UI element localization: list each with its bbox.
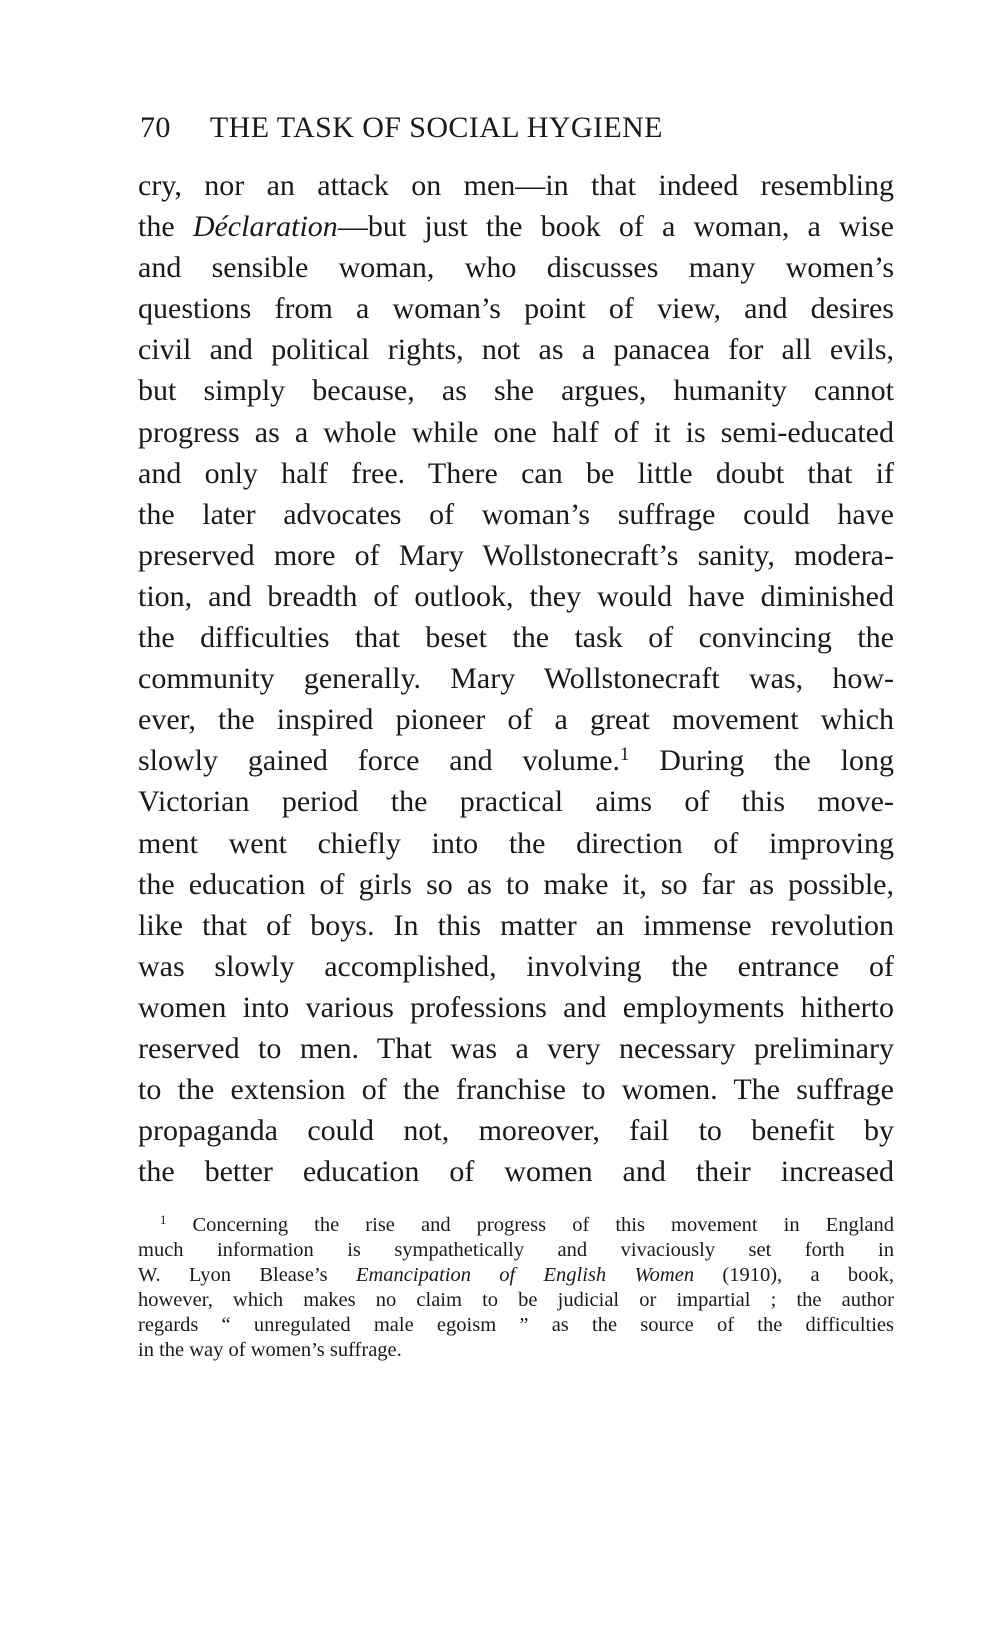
body-line: women into various professions and employments hitherto	[138, 990, 894, 1024]
footnote-line: in the way of women’s suffrage.	[138, 1339, 402, 1361]
body-line: to the extension of the franchise to women. The suffrage	[138, 1073, 894, 1107]
footnote-line: W. Lyon Blease’s Emancipation of English Women (1910), a book,	[138, 1264, 894, 1286]
body-line: reserved to men. That was a very necessary preliminary	[138, 1031, 894, 1065]
body-line: ment went chiefly into the direction of improving	[138, 826, 894, 860]
body-line: but simply because, as she argues, humanity cannot	[138, 374, 894, 408]
body-line: and sensible woman, who discusses many women’s	[138, 251, 894, 285]
footnote-reference[interactable]: 1	[620, 744, 630, 766]
body-line: civil and political rights, not as a panacea for all evils,	[138, 333, 894, 367]
body-text	[138, 165, 894, 1192]
body-line: the difficulties that beset the task of convincing the	[138, 621, 894, 655]
body-line: was slowly accomplished, involving the entrance of	[138, 949, 894, 983]
work-title: Déclaration	[192, 210, 338, 244]
body-line: community generally. Mary Wollstonecraft was, how-	[138, 662, 894, 696]
page-header	[140, 107, 834, 149]
cited-book-title: Emancipation of English Women	[355, 1264, 695, 1286]
body-line: preserved more of Mary Wollstonecraft’s sanity, modera-	[138, 538, 894, 572]
body-line: the later advocates of woman’s suffrage could have	[138, 497, 894, 531]
body-line: questions from a woman’s point of view, and desires	[138, 292, 894, 326]
body-line: the better education of women and their increased	[138, 1155, 894, 1189]
body-line: like that of boys. In this matter an immense revolution	[138, 908, 894, 942]
footnote-marker: 1	[160, 1213, 167, 1228]
body-line: Victorian period the practical aims of this move-	[138, 785, 894, 819]
page-number: 70	[140, 111, 171, 144]
body-line: slowly gained force and volume.$^1$ During the long	[138, 744, 895, 778]
body-line: tion, and breadth of outlook, they would have diminished	[138, 579, 894, 613]
body-line: the education of girls so as to make it, so far as possible,	[138, 867, 894, 901]
footnote	[138, 1213, 894, 1363]
running-title: THE TASK OF SOCIAL HYGIENE	[209, 111, 663, 144]
footnote-line: regards “ unregulated male egoism ” as the source of the difficulties	[138, 1314, 894, 1336]
footnote-line: much information is sympathetically and vivaciously set forth in	[138, 1239, 894, 1261]
footnote-line: $^1$ Concerning the rise and progress of this movement in England	[160, 1213, 895, 1236]
body-line: the Déclaration—but just the book of a woman, a wise	[138, 210, 894, 244]
body-line: ever, the inspired pioneer of a great movement which	[138, 703, 894, 737]
body-line: and only half free. There can be little doubt that if	[138, 456, 894, 490]
body-line: cry, nor an attack on men—in that indeed resembling	[138, 169, 894, 202]
body-line: propaganda could not, moreover, fail to benefit by	[138, 1114, 894, 1148]
footnote-line: however, which makes no claim to be judicial or impartial ; the author	[138, 1289, 894, 1311]
body-line: progress as a whole while one half of it is semi-educated	[138, 415, 894, 449]
